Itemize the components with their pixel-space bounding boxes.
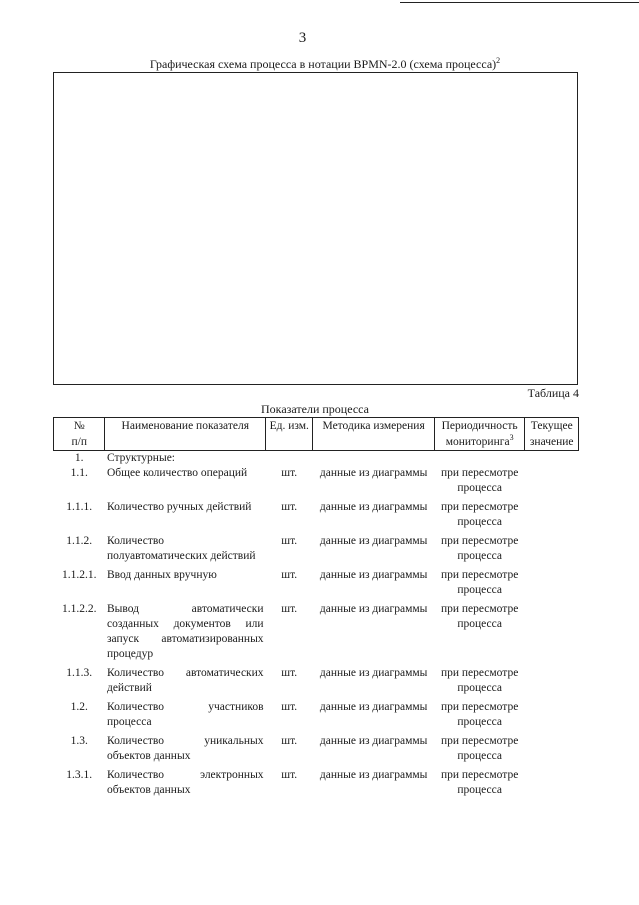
- row-period: при пересмотре процесса: [440, 535, 519, 562]
- process-diagram-frame: [53, 72, 578, 385]
- row-unit: шт.: [281, 569, 298, 581]
- row-name: Ввод данных вручную: [106, 569, 217, 581]
- header-num-line2: п/п: [71, 436, 87, 448]
- row-num: 1.3.: [70, 735, 88, 747]
- top-rule-line: [400, 2, 639, 3]
- header-period-line1: Периодичность: [441, 420, 518, 432]
- row-num: 1.1.2.2.: [61, 603, 97, 615]
- row-method: данные из диаграммы: [319, 735, 428, 747]
- section-row: [54, 451, 579, 467]
- row-num: 1.1.3.: [66, 667, 93, 679]
- row-method: данные из диаграммы: [319, 667, 428, 679]
- row-num: 1.3.1.: [66, 769, 93, 781]
- row-period: при пересмотре процесса: [440, 667, 519, 694]
- row-unit: шт.: [281, 735, 298, 747]
- page-number: 3: [298, 30, 307, 46]
- row-method: данные из диаграммы: [319, 569, 428, 581]
- row-method: данные из диаграммы: [319, 501, 428, 513]
- row-name: Общее количество операций: [106, 467, 248, 479]
- header-period-footnote: 3: [509, 433, 514, 443]
- row-period: при пересмотре процесса: [440, 467, 519, 494]
- row-period: при пересмотре процесса: [440, 569, 519, 596]
- diagram-title: [60, 57, 590, 72]
- row-current: [525, 500, 579, 534]
- row-current: [525, 534, 579, 568]
- header-method: Методика измерения: [313, 418, 434, 451]
- row-current: [525, 700, 579, 734]
- row-method: данные из диаграммы: [319, 701, 428, 713]
- table-row: [54, 568, 579, 602]
- row-current: [525, 734, 579, 768]
- table-row: [54, 602, 579, 666]
- indicators-table: [53, 417, 579, 802]
- header-current-line1: Текущее: [530, 420, 573, 432]
- header-period: [434, 418, 525, 451]
- table-row: [54, 734, 579, 768]
- header-name: Наименование показателя: [105, 418, 266, 451]
- row-name: Количество уникальных объектов данных: [106, 735, 264, 762]
- section-name: Структурные:: [106, 452, 175, 464]
- table-row: [54, 666, 579, 700]
- table-caption: Показатели процесса: [261, 402, 369, 416]
- row-num: 1.1.1.: [66, 501, 93, 513]
- row-method: данные из диаграммы: [319, 769, 428, 781]
- row-unit: шт.: [281, 501, 298, 513]
- row-current: [525, 568, 579, 602]
- header-current: [525, 418, 579, 451]
- row-method: данные из диаграммы: [319, 603, 428, 615]
- header-unit: Ед. изм.: [266, 418, 313, 451]
- row-unit: шт.: [281, 769, 298, 781]
- row-num: 1.1.: [70, 467, 88, 479]
- row-num: 1.1.2.1.: [61, 569, 97, 581]
- row-unit: шт.: [281, 667, 298, 679]
- row-period: при пересмотре процесса: [440, 701, 519, 728]
- row-method: данные из диаграммы: [319, 467, 428, 479]
- row-unit: шт.: [281, 701, 298, 713]
- table-row: [54, 768, 579, 802]
- row-num: 1.2.: [70, 701, 88, 713]
- row-num: 1.1.2.: [66, 535, 93, 547]
- table-header-row: [54, 418, 579, 451]
- header-num: [54, 418, 105, 451]
- row-unit: шт.: [281, 603, 298, 615]
- table-row: [54, 700, 579, 734]
- row-current: [525, 466, 579, 500]
- row-unit: шт.: [281, 467, 298, 479]
- row-current: [525, 602, 579, 666]
- diagram-title-text: Графическая схема процесса в нотации BPMN-2.0 (схема процесса): [149, 57, 497, 71]
- row-current: [525, 666, 579, 700]
- row-name: Количество автоматических действий: [106, 667, 264, 694]
- table-row: [54, 466, 579, 500]
- row-period: при пересмотре процесса: [440, 501, 519, 528]
- table-row: [54, 534, 579, 568]
- row-period: при пересмотре процесса: [440, 603, 519, 630]
- row-period: при пересмотре процесса: [440, 735, 519, 762]
- row-name: Количество электронных объектов данных: [106, 769, 264, 796]
- row-name: Количество участников процесса: [106, 701, 264, 728]
- header-num-line1: №: [73, 420, 85, 432]
- row-name: Вывод автоматически созданных документов или запуск автоматизированных процедур: [106, 603, 264, 660]
- table-label: Таблица 4: [527, 386, 579, 400]
- diagram-footnote-mark: 2: [496, 56, 501, 65]
- row-unit: шт.: [281, 535, 298, 547]
- row-name: Количество полуавтоматических действий: [106, 535, 256, 562]
- row-name: Количество ручных действий: [106, 501, 252, 513]
- row-current: [525, 768, 579, 802]
- header-period-line2: мониторинга: [445, 436, 510, 448]
- header-current-line2: значение: [529, 436, 574, 448]
- row-method: данные из диаграммы: [319, 535, 428, 547]
- row-period: при пересмотре процесса: [440, 769, 519, 796]
- section-num: 1.: [74, 452, 84, 464]
- table-row: [54, 500, 579, 534]
